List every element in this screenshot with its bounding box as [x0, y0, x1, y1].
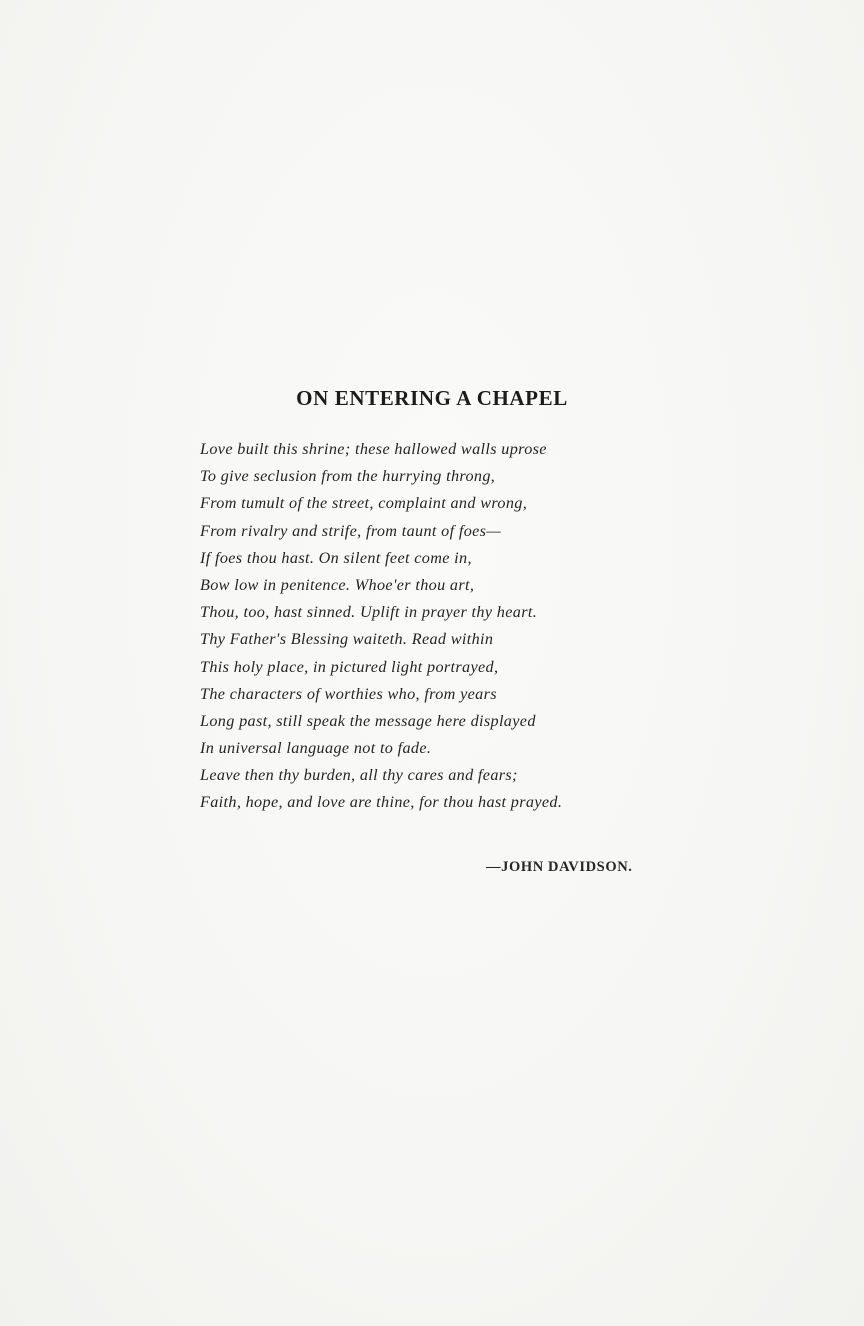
poem-line: This holy place, in pictured light portrayed, — [200, 657, 499, 676]
poem-line: If foes thou hast. On silent feet come in, — [200, 548, 472, 567]
poem-line: To give seclusion from the hurrying throng, — [200, 467, 496, 486]
poem-line: Bow low in penitence. Whoe'er thou art, — [200, 575, 475, 594]
poem-body — [200, 436, 720, 817]
poem-line: From rivalry and strife, from taunt of foes— — [200, 521, 502, 540]
poem-line: In universal language not to fade. — [200, 739, 432, 758]
poem-line: Faith, hope, and love are thine, for thou hast prayed. — [200, 793, 563, 812]
poem-line: From tumult of the street, complaint and wrong, — [200, 494, 528, 513]
poem-author: —JOHN DAVIDSON. — [486, 859, 633, 875]
poem-line: The characters of worthies who, from years — [200, 684, 497, 703]
poem-title: ON ENTERING A CHAPEL — [296, 386, 568, 410]
poem-line: Thy Father's Blessing waiteth. Read within — [200, 630, 494, 649]
poem-line: Thou, too, hast sinned. Uplift in prayer thy heart. — [200, 603, 538, 622]
poem-line: Long past, still speak the message here displayed — [200, 711, 536, 730]
poem-line: Leave then thy burden, all thy cares and fears; — [200, 766, 518, 785]
poem-line: Love built this shrine; these hallowed walls uprose — [200, 440, 547, 458]
